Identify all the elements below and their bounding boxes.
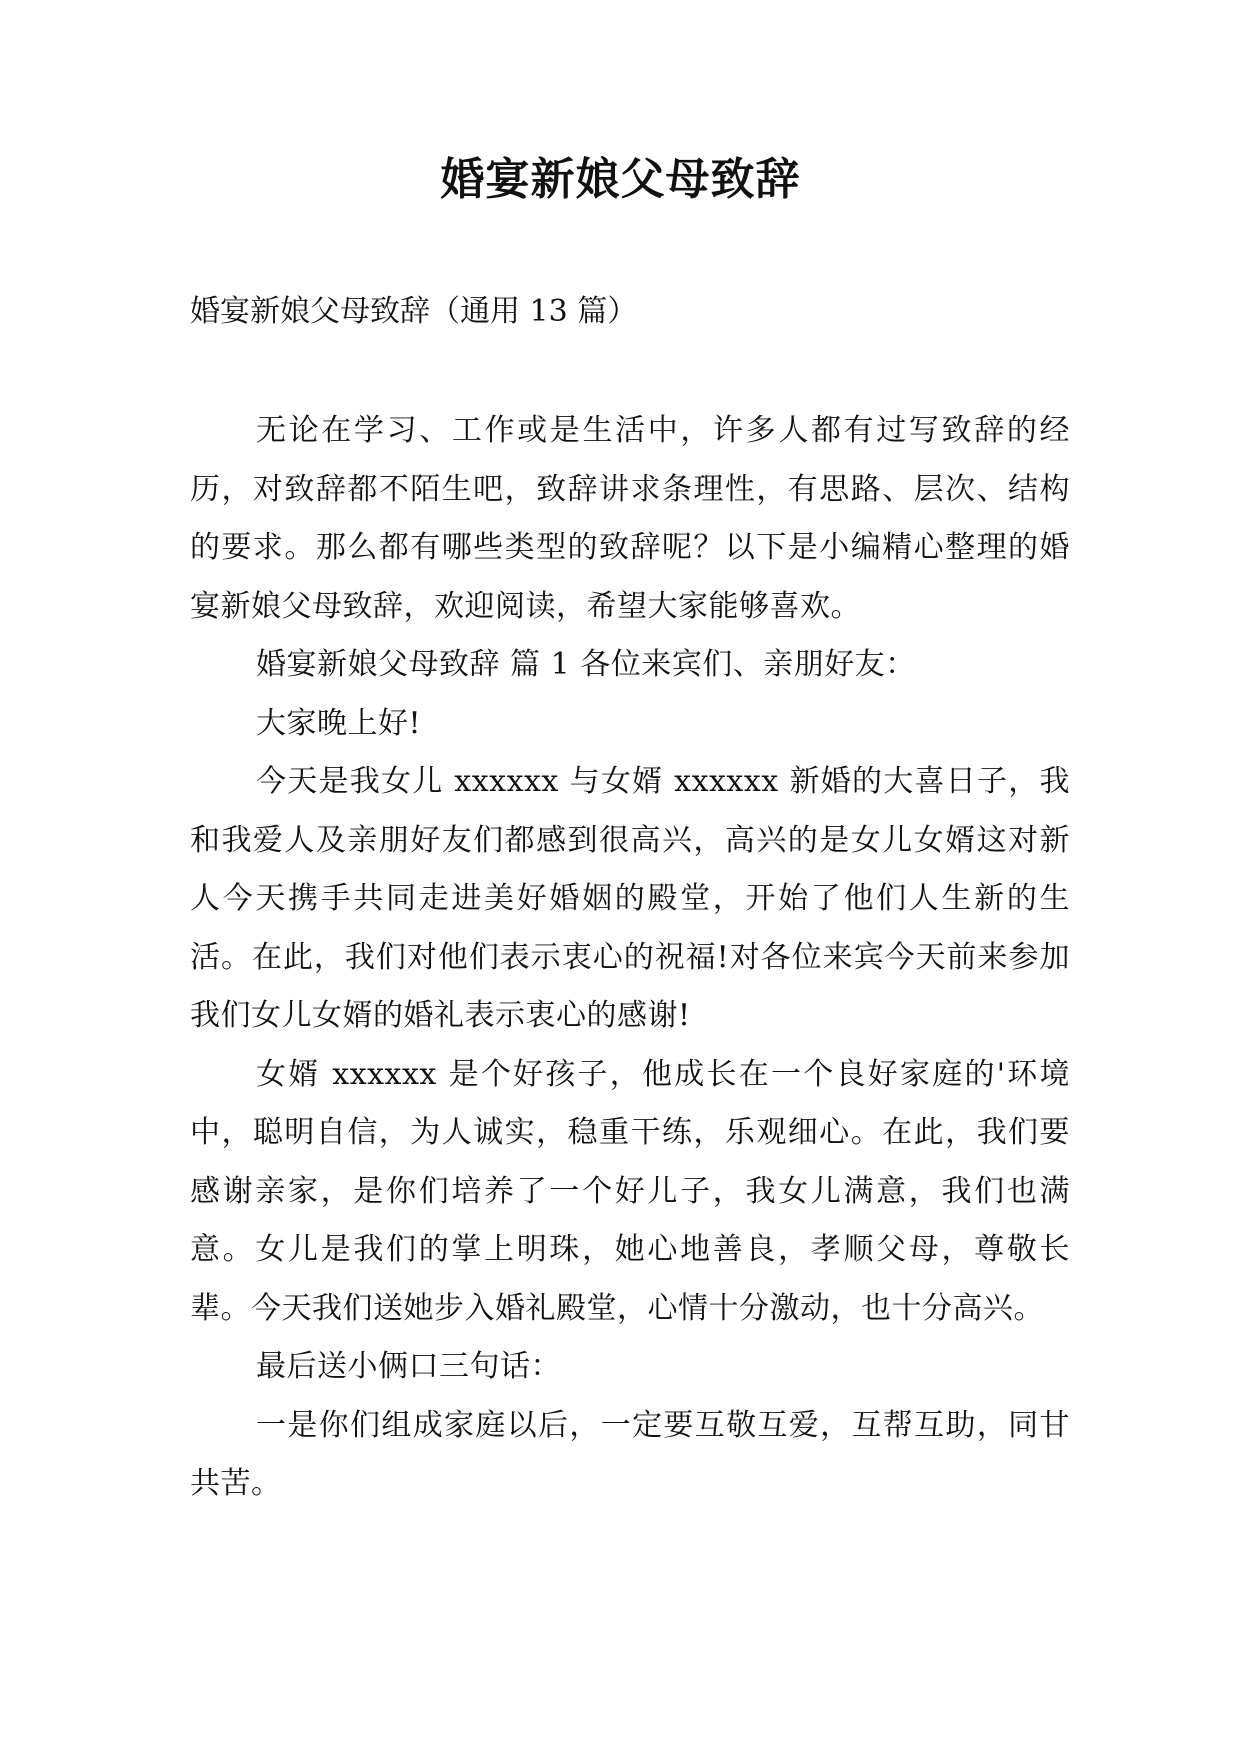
greeting-paragraph: 大家晚上好! <box>256 705 422 741</box>
document-body <box>190 402 1070 1514</box>
document-subtitle: 婚宴新娘父母致辞（通用 13 篇） <box>190 294 638 329</box>
body-paragraph: 今天是我女儿 xxxxxx 与女婿 xxxxxx 新婚的大喜日子，我和我爱人及亲朋好友们都感到很高兴，高兴的是女儿女婿这对新人今天携手共同走进美好婚姻的殿堂，开始了他们人生新的生活。在此，我们对他们表示衷心的祝福!对各位来宾今天前来参加我们女儿女婿的婚礼表示衷心的感谢! <box>190 764 1070 1033</box>
intro-paragraph: 无论在学习、工作或是生活中，许多人都有过写致辞的经历，对致辞都不陌生吧，致辞讲求条理性，有思路、层次、结构的要求。那么都有哪些类型的致辞呢？以下是小编精心整理的婚宴新娘父母致辞，欢迎阅读，希望大家能够喜欢。 <box>190 413 1070 624</box>
body-paragraph: 女婿 xxxxxx 是个好孩子，他成长在一个良好家庭的'环境中，聪明自信，为人诚实，稳重干练，乐观细心。在此，我们要感谢亲家，是你们培养了一个好儿子，我女儿满意，我们也满意。女儿是我们的掌上明珠，她心地善良，孝顺父母，尊敬长辈。今天我们送她步入婚礼殿堂，心情十分激动，也十分高兴。 <box>190 1056 1070 1326</box>
body-paragraph: 一是你们组成家庭以后，一定要互敬互爱，互帮互助，同甘共苦。 <box>190 1407 1070 1501</box>
body-paragraph: 最后送小俩口三句话： <box>256 1349 561 1384</box>
document-title: 婚宴新娘父母致辞 <box>440 154 801 205</box>
section-heading-paragraph: 婚宴新娘父母致辞 篇 1 各位来宾们、亲朋好友： <box>256 647 916 682</box>
